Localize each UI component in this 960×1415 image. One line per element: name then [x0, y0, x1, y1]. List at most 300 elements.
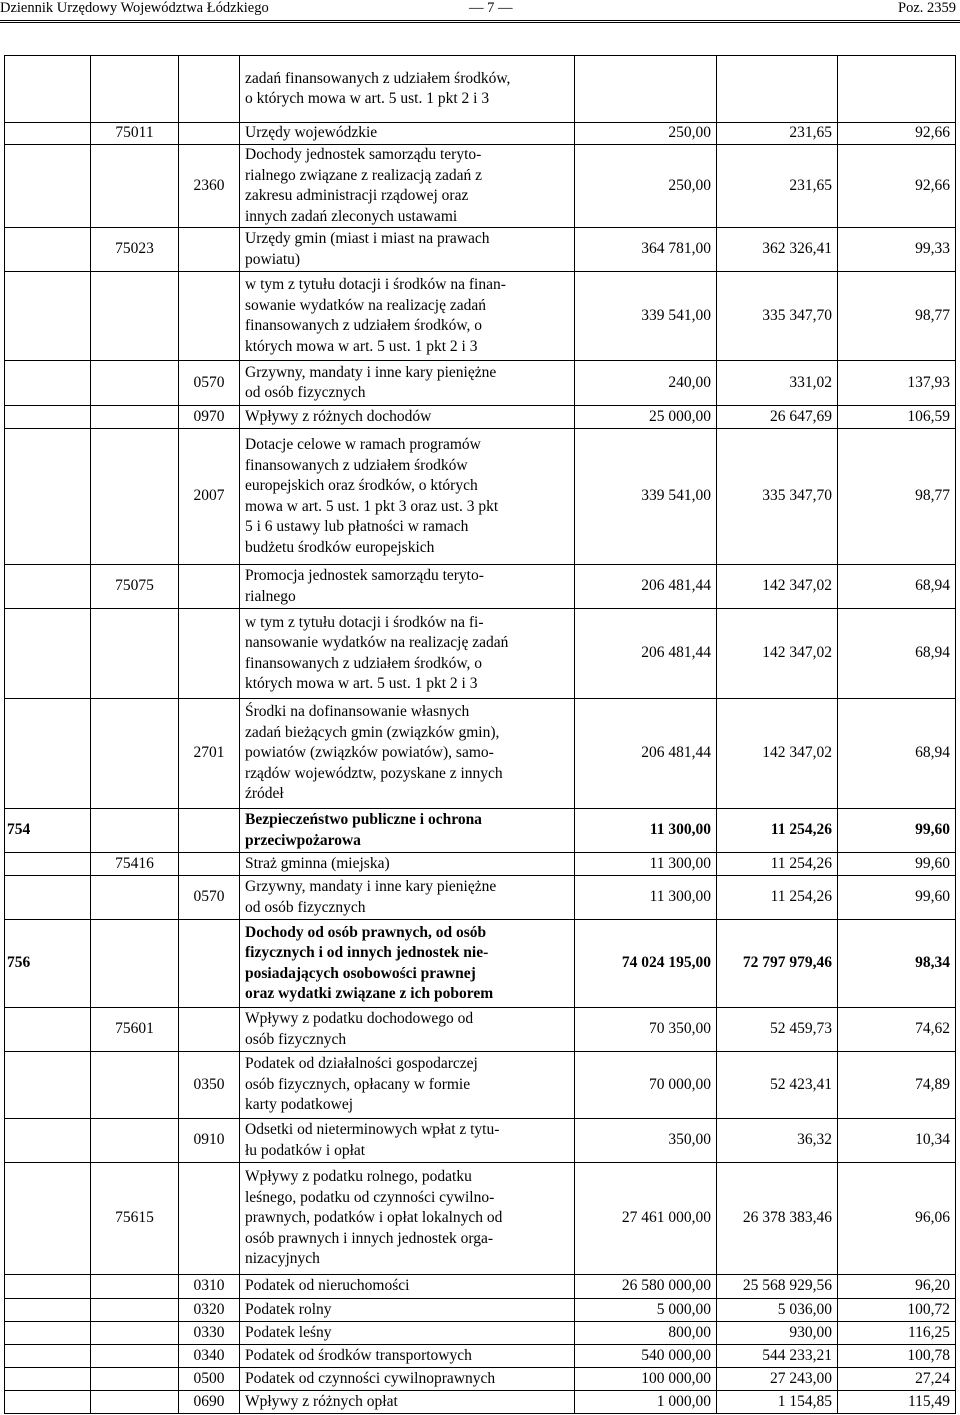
chapter-cell	[91, 1368, 179, 1391]
execution-cell-text: 52 423,41	[770, 1075, 832, 1093]
chapter-cell	[91, 1391, 179, 1414]
plan-cell	[575, 429, 717, 565]
table-row	[5, 1275, 956, 1299]
name-cell-text: Dochody od osób prawnych, od osób fizycznych i od innych jednostek nie- posiadających osobowości prawnej oraz wydatki związane z ich poborem	[245, 923, 494, 1002]
percent-cell	[838, 699, 956, 809]
execution-cell	[717, 699, 838, 809]
percent-cell	[838, 1345, 956, 1368]
name-cell	[240, 809, 575, 853]
section-cell	[5, 272, 91, 361]
name-cell	[240, 56, 575, 123]
section-cell	[5, 1052, 91, 1119]
page-number: — 7 —	[469, 0, 513, 16]
paragraph-cell	[179, 361, 240, 406]
name-cell	[240, 1119, 575, 1163]
chapter-cell	[91, 361, 179, 406]
paragraph-cell-text: 0910	[193, 1131, 225, 1149]
paragraph-cell	[179, 1345, 240, 1368]
chapter-cell-text: 75601	[115, 1020, 154, 1038]
section-cell	[5, 1119, 91, 1163]
paragraph-cell	[179, 565, 240, 609]
chapter-cell	[91, 699, 179, 809]
paragraph-cell	[179, 1391, 240, 1414]
chapter-cell	[91, 1345, 179, 1368]
execution-cell	[717, 272, 838, 361]
section-cell	[5, 809, 91, 853]
percent-cell	[838, 1322, 956, 1345]
execution-cell-text: 52 459,73	[770, 1020, 832, 1038]
table-row	[5, 1119, 956, 1163]
chapter-cell	[91, 56, 179, 123]
execution-cell-text: 11 254,26	[770, 854, 832, 872]
name-cell	[240, 876, 575, 920]
plan-cell	[575, 1299, 717, 1322]
header-rule-secondary	[0, 22, 960, 23]
plan-cell	[575, 853, 717, 876]
name-cell-text: Wpływy z podatku rolnego, podatku leśnego, podatku od czynności cywilno- prawnych, podatków i opłat lokalnych od osób prawnych i innych jednostek orga- nizacyjnych	[245, 1168, 503, 1268]
plan-cell	[575, 406, 717, 429]
chapter-cell-text: 75075	[115, 577, 154, 595]
name-cell-text: Wpływy z różnych opłat	[245, 1392, 398, 1410]
execution-cell	[717, 1052, 838, 1119]
plan-cell-text: 339 541,00	[641, 306, 711, 324]
table-row	[5, 361, 956, 406]
execution-cell	[717, 609, 838, 699]
name-cell-text: Grzywny, mandaty i inne kary pieniężne od osób fizycznych	[245, 363, 497, 401]
name-cell	[240, 699, 575, 809]
chapter-cell	[91, 809, 179, 853]
paragraph-cell	[179, 56, 240, 123]
section-cell	[5, 406, 91, 429]
plan-cell-text: 5 000,00	[656, 1300, 711, 1318]
section-cell	[5, 1322, 91, 1345]
execution-cell-text: 231,65	[789, 124, 832, 142]
chapter-cell	[91, 1119, 179, 1163]
execution-cell-text: 231,65	[789, 176, 832, 194]
paragraph-cell-text: 0350	[193, 1075, 225, 1093]
paragraph-cell	[179, 145, 240, 228]
journal-title: Dziennik Urzędowy Województwa Łódzkiego	[0, 0, 269, 16]
plan-cell-text: 800,00	[668, 1323, 711, 1341]
execution-cell	[717, 1391, 838, 1414]
chapter-cell-text: 75615	[115, 1209, 154, 1227]
execution-cell	[717, 145, 838, 228]
percent-cell	[838, 1275, 956, 1299]
name-cell	[240, 853, 575, 876]
plan-cell-text: 11 300,00	[649, 821, 711, 839]
name-cell	[240, 429, 575, 565]
execution-cell-text: 142 347,02	[762, 577, 832, 595]
name-cell	[240, 1345, 575, 1368]
table-row	[5, 876, 956, 920]
plan-cell	[575, 272, 717, 361]
plan-cell-text: 240,00	[668, 373, 711, 391]
table-row	[5, 1008, 956, 1052]
plan-cell	[575, 699, 717, 809]
execution-cell	[717, 1299, 838, 1322]
percent-cell-text: 106,59	[907, 407, 950, 425]
percent-cell-text: 68,94	[915, 577, 950, 595]
percent-cell	[838, 1163, 956, 1275]
percent-cell	[838, 1299, 956, 1322]
chapter-cell	[91, 228, 179, 272]
chapter-cell	[91, 853, 179, 876]
table-row	[5, 853, 956, 876]
execution-cell	[717, 1345, 838, 1368]
paragraph-cell	[179, 406, 240, 429]
section-cell	[5, 1008, 91, 1052]
percent-cell-text: 99,33	[915, 240, 950, 258]
percent-cell-text: 100,78	[907, 1346, 950, 1364]
paragraph-cell	[179, 228, 240, 272]
execution-cell-text: 36,32	[797, 1131, 832, 1149]
percent-cell	[838, 1008, 956, 1052]
execution-cell-text: 26 378 383,46	[742, 1209, 832, 1227]
percent-cell	[838, 272, 956, 361]
paragraph-cell-text: 0320	[193, 1300, 225, 1318]
chapter-cell	[91, 920, 179, 1008]
paragraph-cell-text: 0500	[193, 1369, 225, 1387]
execution-cell-text: 1 154,85	[777, 1392, 832, 1410]
table-row	[5, 565, 956, 609]
name-cell	[240, 406, 575, 429]
percent-cell-text: 99,60	[915, 821, 950, 839]
percent-cell	[838, 123, 956, 145]
plan-cell	[575, 1119, 717, 1163]
paragraph-cell-text: 0570	[193, 373, 225, 391]
paragraph-cell	[179, 609, 240, 699]
name-cell-text: Urzędy gmin (miast i miast na prawach powiatu)	[245, 230, 490, 268]
paragraph-cell	[179, 1275, 240, 1299]
paragraph-cell	[179, 429, 240, 565]
execution-cell-text: 11 254,26	[770, 888, 832, 906]
paragraph-cell	[179, 876, 240, 920]
name-cell-text: Wpływy z podatku dochodowego od osób fizycznych	[245, 1010, 474, 1048]
name-cell	[240, 1368, 575, 1391]
execution-cell	[717, 876, 838, 920]
paragraph-cell	[179, 1119, 240, 1163]
plan-cell-text: 100 000,00	[641, 1369, 711, 1387]
chapter-cell	[91, 565, 179, 609]
paragraph-cell	[179, 1322, 240, 1345]
percent-cell-text: 98,34	[915, 954, 950, 972]
plan-cell	[575, 1163, 717, 1275]
execution-cell	[717, 809, 838, 853]
execution-cell	[717, 1119, 838, 1163]
page-header	[0, 0, 960, 22]
plan-cell	[575, 1008, 717, 1052]
section-cell	[5, 1163, 91, 1275]
percent-cell	[838, 853, 956, 876]
plan-cell-text: 25 000,00	[649, 407, 711, 425]
percent-cell-text: 99,60	[915, 888, 950, 906]
name-cell-text: Straż gminna (miejska)	[245, 854, 390, 872]
percent-cell	[838, 145, 956, 228]
name-cell	[240, 1391, 575, 1414]
name-cell	[240, 1008, 575, 1052]
percent-cell	[838, 876, 956, 920]
paragraph-cell-text: 0310	[193, 1277, 225, 1295]
plan-cell-text: 206 481,44	[641, 577, 711, 595]
plan-cell-text: 26 580 000,00	[621, 1277, 711, 1295]
section-cell	[5, 123, 91, 145]
name-cell-text: zadań finansowanych z udziałem środków, o których mowa w art. 5 ust. 1 pkt 2 i 3	[245, 69, 511, 107]
percent-cell	[838, 406, 956, 429]
plan-cell-text: 350,00	[668, 1131, 711, 1149]
chapter-cell	[91, 1275, 179, 1299]
percent-cell-text: 115,49	[907, 1392, 950, 1410]
table-row	[5, 145, 956, 228]
chapter-cell	[91, 1008, 179, 1052]
name-cell	[240, 228, 575, 272]
name-cell	[240, 609, 575, 699]
percent-cell-text: 98,77	[915, 487, 950, 505]
name-cell	[240, 1052, 575, 1119]
execution-cell	[717, 1368, 838, 1391]
plan-cell	[575, 1391, 717, 1414]
table-row	[5, 123, 956, 145]
paragraph-cell-text: 2701	[193, 744, 225, 762]
chapter-cell	[91, 429, 179, 565]
plan-cell	[575, 1052, 717, 1119]
section-cell	[5, 1299, 91, 1322]
plan-cell-text: 70 000,00	[649, 1075, 711, 1093]
chapter-cell	[91, 406, 179, 429]
percent-cell	[838, 228, 956, 272]
paragraph-cell	[179, 699, 240, 809]
name-cell	[240, 1275, 575, 1299]
percent-cell	[838, 1391, 956, 1414]
name-cell-text: Dochody jednostek samorządu teryto- rialnego związane z realizacją zadań z zakresu administracji rządowej oraz innych zadań zleconych ustawami	[245, 146, 483, 225]
section-cell	[5, 361, 91, 406]
section-cell	[5, 920, 91, 1008]
plan-cell-text: 74 024 195,00	[621, 954, 711, 972]
paragraph-cell-text: 0690	[193, 1392, 225, 1410]
section-cell-text: 754	[7, 821, 31, 839]
execution-cell-text: 25 568 929,56	[742, 1277, 832, 1295]
plan-cell-text: 339 541,00	[641, 487, 711, 505]
chapter-cell	[91, 145, 179, 228]
table-row	[5, 406, 956, 429]
execution-cell-text: 930,00	[789, 1323, 832, 1341]
name-cell-text: Podatek od czynności cywilnoprawnych	[245, 1369, 496, 1387]
execution-cell-text: 544 233,21	[762, 1346, 832, 1364]
plan-cell-text: 364 781,00	[641, 240, 711, 258]
plan-cell	[575, 809, 717, 853]
name-cell-text: Dotacje celowe w ramach programów finansowanych z udziałem środków europejskich oraz środków, o których mowa w art. 5 ust. 1 pkt 3 oraz ust. 3 pkt 5 i 6 ustawy lub płatności w ramach budżetu środków europejskich	[245, 436, 499, 556]
plan-cell	[575, 920, 717, 1008]
execution-cell	[717, 228, 838, 272]
percent-cell	[838, 609, 956, 699]
plan-cell	[575, 1322, 717, 1345]
percent-cell-text: 10,34	[915, 1131, 950, 1149]
chapter-cell	[91, 123, 179, 145]
execution-cell	[717, 1163, 838, 1275]
percent-cell-text: 99,60	[915, 854, 950, 872]
paragraph-cell	[179, 1368, 240, 1391]
execution-cell-text: 335 347,70	[762, 306, 832, 324]
paragraph-cell-text: 2360	[193, 176, 225, 194]
percent-cell-text: 68,94	[915, 744, 950, 762]
name-cell-text: Grzywny, mandaty i inne kary pieniężne od osób fizycznych	[245, 878, 497, 916]
plan-cell-text: 1 000,00	[656, 1392, 711, 1410]
execution-cell	[717, 920, 838, 1008]
table-row	[5, 920, 956, 1008]
paragraph-cell-text: 0570	[193, 888, 225, 906]
percent-cell-text: 137,93	[907, 373, 950, 391]
name-cell	[240, 123, 575, 145]
percent-cell-text: 74,62	[915, 1020, 950, 1038]
plan-cell-text: 540 000,00	[641, 1346, 711, 1364]
name-cell-text: Środki na dofinansowanie własnych zadań bieżących gmin (związków gmin), powiatów (związków powiatów), samo- rządów województw, pozyskane z innych źródeł	[245, 703, 503, 803]
percent-cell-text: 68,94	[915, 644, 950, 662]
plan-cell	[575, 1345, 717, 1368]
section-cell	[5, 565, 91, 609]
plan-cell-text: 206 481,44	[641, 644, 711, 662]
section-cell	[5, 853, 91, 876]
percent-cell	[838, 1368, 956, 1391]
percent-cell	[838, 56, 956, 123]
section-cell	[5, 429, 91, 565]
plan-cell	[575, 145, 717, 228]
plan-cell	[575, 1275, 717, 1299]
table-row	[5, 699, 956, 809]
plan-cell	[575, 876, 717, 920]
table-row	[5, 1368, 956, 1391]
plan-cell-text: 250,00	[668, 176, 711, 194]
chapter-cell	[91, 609, 179, 699]
name-cell-text: Podatek leśny	[245, 1323, 332, 1341]
percent-cell-text: 96,06	[915, 1209, 950, 1227]
plan-cell-text: 11 300,00	[649, 888, 711, 906]
name-cell	[240, 272, 575, 361]
chapter-cell	[91, 1322, 179, 1345]
plan-cell-text: 27 461 000,00	[621, 1209, 711, 1227]
execution-cell-text: 5 036,00	[777, 1300, 832, 1318]
chapter-cell	[91, 1163, 179, 1275]
paragraph-cell	[179, 1163, 240, 1275]
plan-cell	[575, 1368, 717, 1391]
execution-cell-text: 26 647,69	[770, 407, 832, 425]
section-cell-text: 756	[7, 954, 31, 972]
paragraph-cell-text: 2007	[193, 487, 225, 505]
paragraph-cell-text: 0970	[193, 407, 225, 425]
name-cell-text: Wpływy z różnych dochodów	[245, 407, 432, 425]
plan-cell-text: 250,00	[668, 124, 711, 142]
plan-cell-text: 11 300,00	[649, 854, 711, 872]
percent-cell-text: 92,66	[915, 176, 950, 194]
table-row	[5, 1345, 956, 1368]
name-cell-text: w tym z tytułu dotacji i środków na fi- nansowanie wydatków na realizację zadań finansowanych z udziałem środków, o których mowa w art. 5 ust. 1 pkt 2 i 3	[245, 613, 509, 692]
percent-cell-text: 96,20	[915, 1277, 950, 1295]
paragraph-cell	[179, 1008, 240, 1052]
chapter-cell	[91, 1299, 179, 1322]
name-cell-text: Urzędy wojewódzkie	[245, 124, 378, 142]
section-cell	[5, 145, 91, 228]
name-cell-text: Promocja jednostek samorządu teryto- rialnego	[245, 567, 484, 605]
table-row	[5, 1299, 956, 1322]
plan-cell	[575, 123, 717, 145]
execution-cell	[717, 406, 838, 429]
position-number: Poz. 2359	[898, 0, 956, 16]
section-cell	[5, 1368, 91, 1391]
chapter-cell	[91, 1052, 179, 1119]
name-cell	[240, 565, 575, 609]
name-cell	[240, 145, 575, 228]
table-body	[5, 56, 956, 1414]
name-cell-text: Podatek od środków transportowych	[245, 1346, 472, 1364]
name-cell	[240, 361, 575, 406]
paragraph-cell	[179, 123, 240, 145]
section-cell	[5, 228, 91, 272]
table-row	[5, 56, 956, 123]
name-cell	[240, 1299, 575, 1322]
execution-cell	[717, 429, 838, 565]
plan-cell-text: 70 350,00	[649, 1020, 711, 1038]
execution-cell	[717, 1322, 838, 1345]
paragraph-cell	[179, 1052, 240, 1119]
percent-cell-text: 92,66	[915, 124, 950, 142]
name-cell-text: w tym z tytułu dotacji i środków na finan- sowanie wydatków na realizację zadań finansowanych z udziałem środków, o których mowa w art. 5 ust. 1 pkt 2 i 3	[245, 276, 506, 355]
table-row	[5, 228, 956, 272]
table-row	[5, 1052, 956, 1119]
percent-cell-text: 74,89	[915, 1075, 950, 1093]
table-row	[5, 1322, 956, 1345]
name-cell-text: Bezpieczeństwo publiczne i ochrona przeciwpożarowa	[245, 811, 482, 849]
execution-cell-text: 72 797 979,46	[742, 954, 832, 972]
section-cell	[5, 56, 91, 123]
plan-cell	[575, 565, 717, 609]
section-cell	[5, 876, 91, 920]
section-cell	[5, 1275, 91, 1299]
name-cell	[240, 1163, 575, 1275]
execution-cell-text: 142 347,02	[762, 744, 832, 762]
percent-cell	[838, 1119, 956, 1163]
table-row	[5, 1391, 956, 1414]
budget-income-table	[4, 55, 956, 1414]
percent-cell-text: 98,77	[915, 306, 950, 324]
plan-cell-text: 206 481,44	[641, 744, 711, 762]
execution-cell	[717, 1275, 838, 1299]
chapter-cell-text: 75416	[115, 854, 154, 872]
percent-cell-text: 27,24	[915, 1369, 950, 1387]
name-cell	[240, 920, 575, 1008]
percent-cell	[838, 361, 956, 406]
execution-cell	[717, 853, 838, 876]
plan-cell	[575, 56, 717, 123]
execution-cell-text: 142 347,02	[762, 644, 832, 662]
execution-cell-text: 11 254,26	[770, 821, 832, 839]
section-cell	[5, 609, 91, 699]
paragraph-cell-text: 0340	[193, 1346, 225, 1364]
header-rule	[0, 20, 960, 21]
execution-cell	[717, 123, 838, 145]
name-cell-text: Podatek od nieruchomości	[245, 1277, 410, 1295]
table-row	[5, 809, 956, 853]
section-cell	[5, 699, 91, 809]
execution-cell	[717, 361, 838, 406]
paragraph-cell	[179, 1299, 240, 1322]
percent-cell	[838, 1052, 956, 1119]
table-row	[5, 429, 956, 565]
paragraph-cell	[179, 809, 240, 853]
execution-cell	[717, 56, 838, 123]
percent-cell-text: 100,72	[907, 1300, 950, 1318]
execution-cell-text: 27 243,00	[770, 1369, 832, 1387]
name-cell-text: Odsetki od nieterminowych wpłat z tytu- łu podatków i opłat	[245, 1121, 500, 1159]
chapter-cell-text: 75023	[115, 240, 154, 258]
execution-cell-text: 331,02	[789, 373, 832, 391]
